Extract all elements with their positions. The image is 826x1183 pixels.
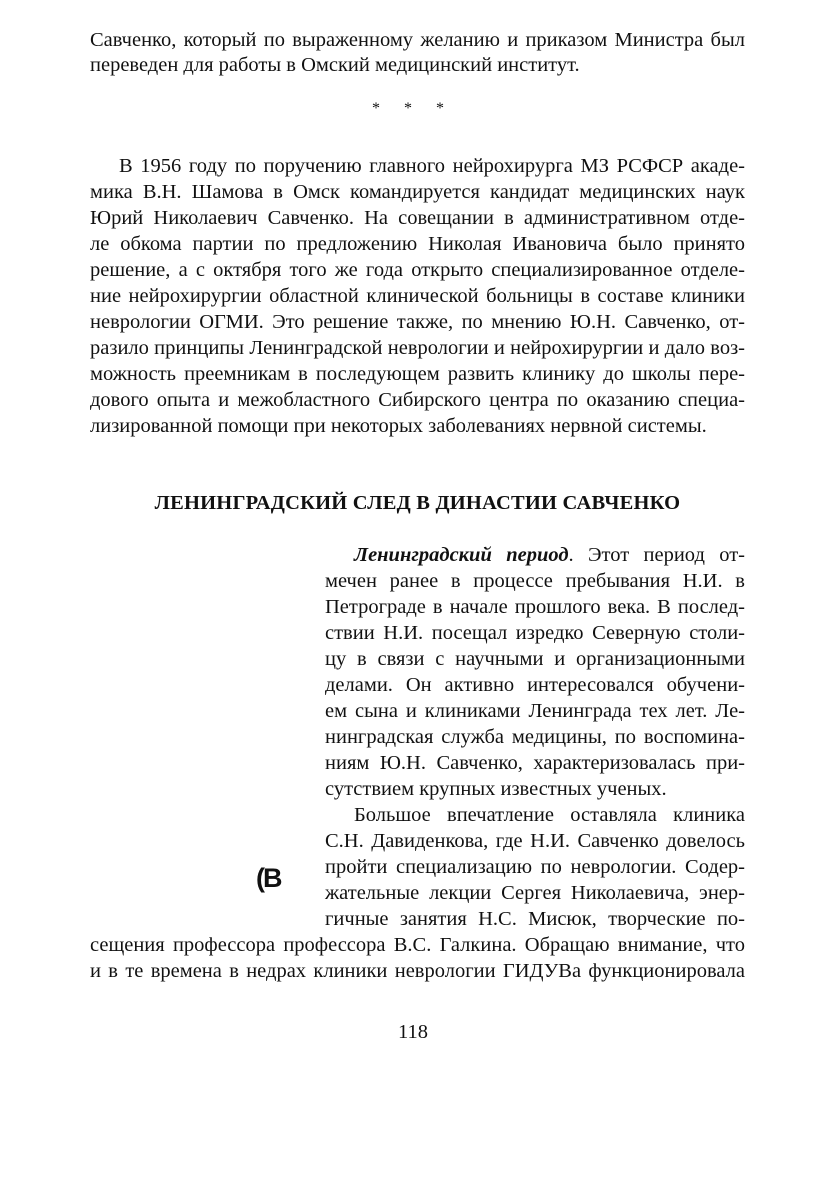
leningrad-first-line-rest: . Этот период от- [568,544,746,566]
paragraph-1956-line: Юрий Николаевич Савченко. На совещании в административном отде- [90,207,745,229]
paragraph-1956-line: мика В.Н. Шамова в Омск командируется кандидат медицинских наук [90,181,745,203]
impression-paragraph-line: Большое впечатление оставляла клиника [354,804,745,826]
paragraph-1956-line: неврологии ОГМИ. Это решение также, по мнению Ю.Н. Савченко, от- [90,311,745,333]
leningrad-paragraph-line: делами. Он активно интересовался обучени- [325,674,745,696]
top-paragraph-line-1: Савченко, который по выраженному желанию и приказом Министра был [90,29,745,51]
impression-paragraph-line: С.Н. Давиденкова, где Н.И. Савченко довелось [325,830,745,852]
figure-placeholder: (B [256,863,281,893]
leningrad-paragraph-line: сутствием крупных известных ученых. [325,778,667,800]
section-separator: * * * [372,100,454,117]
leningrad-lead-term: Ленинградский период [354,544,569,566]
leningrad-paragraph-line: цу в связи с научными и организационными [325,648,745,670]
leningrad-paragraph-line: мечен ранее в процессе пребывания Н.И. в [325,570,745,592]
impression-paragraph-line: жательные лекции Сергея Николаевича, энер- [325,882,745,904]
impression-paragraph-line: пройти специализацию по неврологии. Содер- [325,856,745,878]
leningrad-paragraph-line: ем сына и клиниками Ленинграда тех лет. Ле- [325,700,745,722]
top-paragraph-line-2: переведен для работы в Омский медицинский институт. [90,54,580,76]
impression-paragraph-line: гичные занятия Н.С. Мисюк, творческие по- [325,908,745,930]
paragraph-1956-line: В 1956 году по поручению главного нейрохирурга МЗ РСФСР акаде- [119,155,745,177]
paragraph-1956-line: ле обкома партии по предложению Николая Ивановича было принято [90,233,745,255]
paragraph-1956-line: ние нейрохирургии областной клинической больницы в составе клиники [90,285,745,307]
page-number: 118 [398,1021,428,1043]
leningrad-paragraph-line: нинградская служба медицины, по воспомина- [325,726,745,748]
paragraph-1956-line: лизированной помощи при некоторых заболеваниях нервной системы. [90,415,707,437]
impression-paragraph-line: сещения профессора профессора В.С. Галкина. Обращаю внимание, что [90,934,745,956]
leningrad-paragraph-line: ствии Н.И. посещал изредко Северную столи- [325,622,745,644]
paragraph-1956-line: решение, а с октября того же года открыто специализированное отделе- [90,259,745,281]
section-heading: ЛЕНИНГРАДСКИЙ СЛЕД В ДИНАСТИИ САВЧЕНКО [154,492,681,514]
paragraph-1956-line: дового опыта и межобластного Сибирского центра по оказанию специа- [90,389,745,411]
paragraph-1956-line: можность преемникам в последующем развить клинику до школы пере- [90,363,745,385]
leningrad-paragraph-line: Петрограде в начале прошлого века. В послед- [325,596,745,618]
paragraph-1956-line: разило принципы Ленинградской неврологии и нейрохирургии и дало воз- [90,337,745,359]
leningrad-paragraph-first-line [354,543,745,567]
leningrad-paragraph-line: ниям Ю.Н. Савченко, характеризовалась при- [325,752,745,774]
impression-paragraph-line: и в те времена в недрах клиники неврологии ГИДУВа функционировала [90,960,745,982]
